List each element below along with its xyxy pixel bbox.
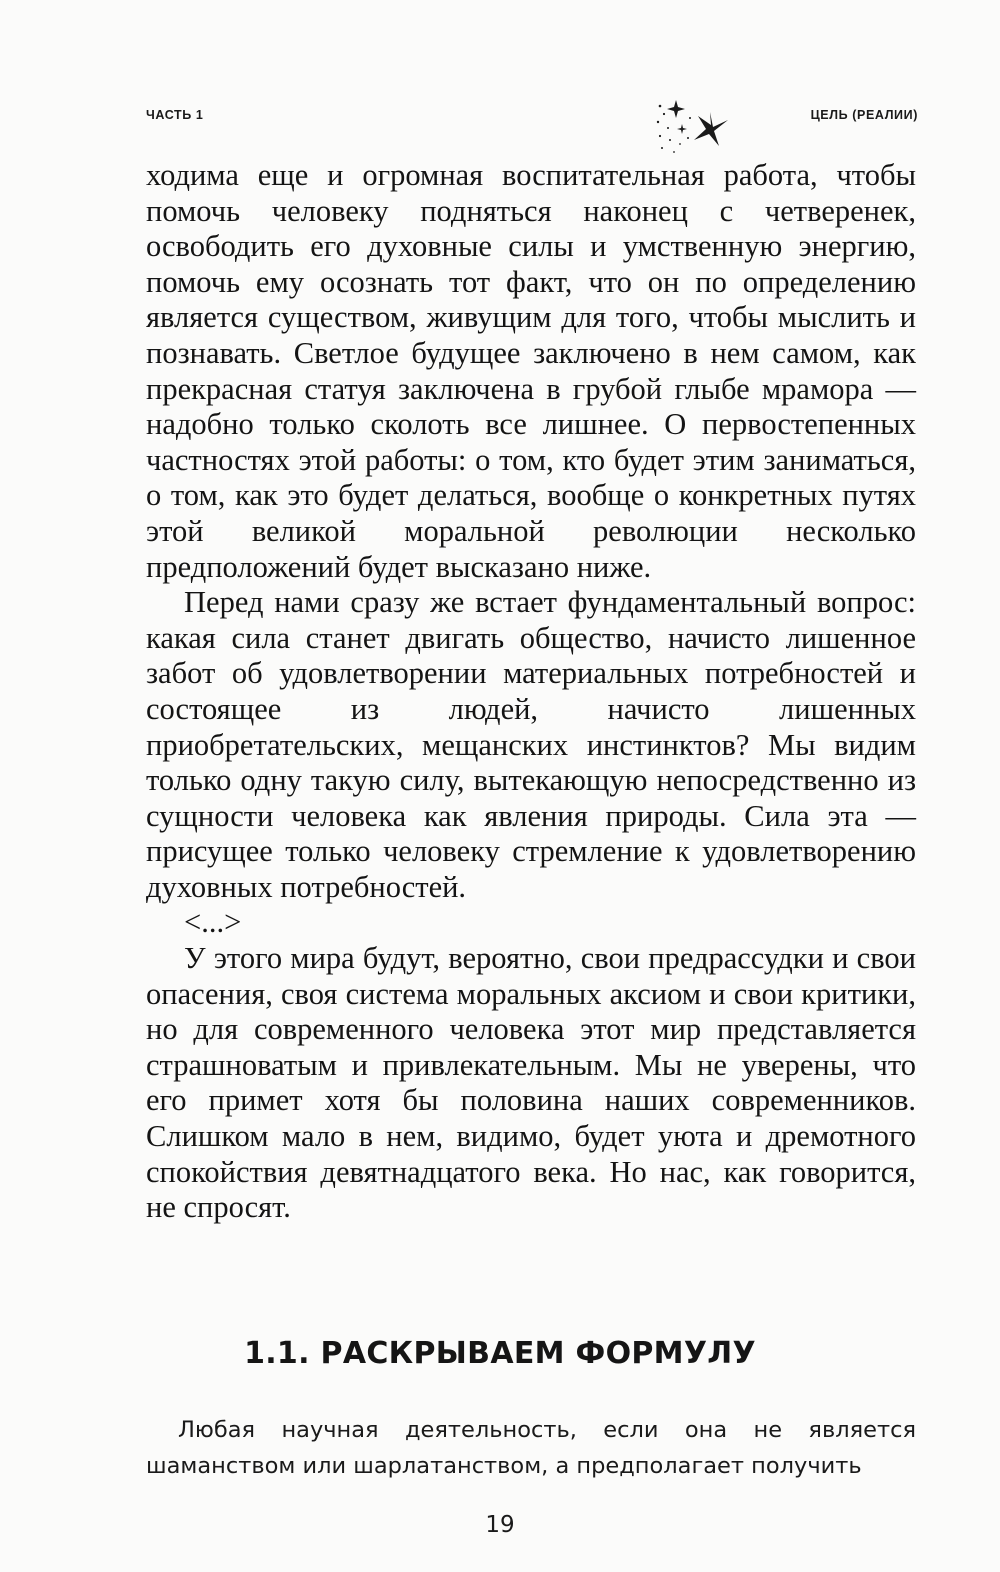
main-text xyxy=(146,158,916,1226)
paragraph: Любая научная деятельность, если она не является шаманством или шарлатанством, а предполагает получить xyxy=(146,1417,916,1479)
paragraph: У этого мира будут, вероятно, свои предрассудки и свои опасения, своя система моральных аксиом и свои критики, но для современного человека этот мир представляется страшноватым и привлекательным. Мы не уверены, что его примет хотя бы половина наших современников. Слишком мало в нем, видимо, будет уюта и дремотного спокойствия девятнадцатого века. Но нас, как говорится, не спросят. xyxy=(146,941,916,1225)
running-head-part: ЧАСТЬ 1 xyxy=(146,108,204,122)
omission-mark: <...> xyxy=(184,905,242,940)
paragraph: Перед нами сразу же встает фундаментальный вопрос: какая сила станет двигать общество, начисто лишенное забот об удовлетворении материальных потребностей и состоящее из людей, начисто лишенных приобретательских, мещанских инстинктов? Мы видим только одну такую силу, вытекающую непосредственно из сущности человека как явления природы. Сила эта — присущее только человеку стремление к удовлетворению духовных потребностей. xyxy=(146,585,916,904)
running-head-chapter: ЦЕЛЬ (РЕАЛИИ) xyxy=(810,108,918,122)
section-text xyxy=(146,1412,916,1484)
section-heading: 1.1. РАСКРЫВАЕМ ФОРМУЛУ xyxy=(244,1336,756,1371)
page-number: 19 xyxy=(485,1512,515,1538)
sparkle-stars-icon xyxy=(646,94,730,160)
paragraph: ходима еще и огромная воспитательная работа, чтобы помочь человеку подняться наконец с четверенек, освободить его духовные силы и умственную энергию, помочь ему осознать тот факт, что он по определению является существом, живущим для того, чтобы мыслить и познавать. Светлое будущее заключено в нем самом, как прекрасная статуя заключена в грубой глыбе мрамора — надобно только сколоть все лишнее. О первостепенных частностях этой работы: о том, кто будет этим заниматься, о том, как это будет делаться, вообще о конкретных путях этой великой моральной революции несколько предположений будет высказано ниже. xyxy=(146,158,916,584)
